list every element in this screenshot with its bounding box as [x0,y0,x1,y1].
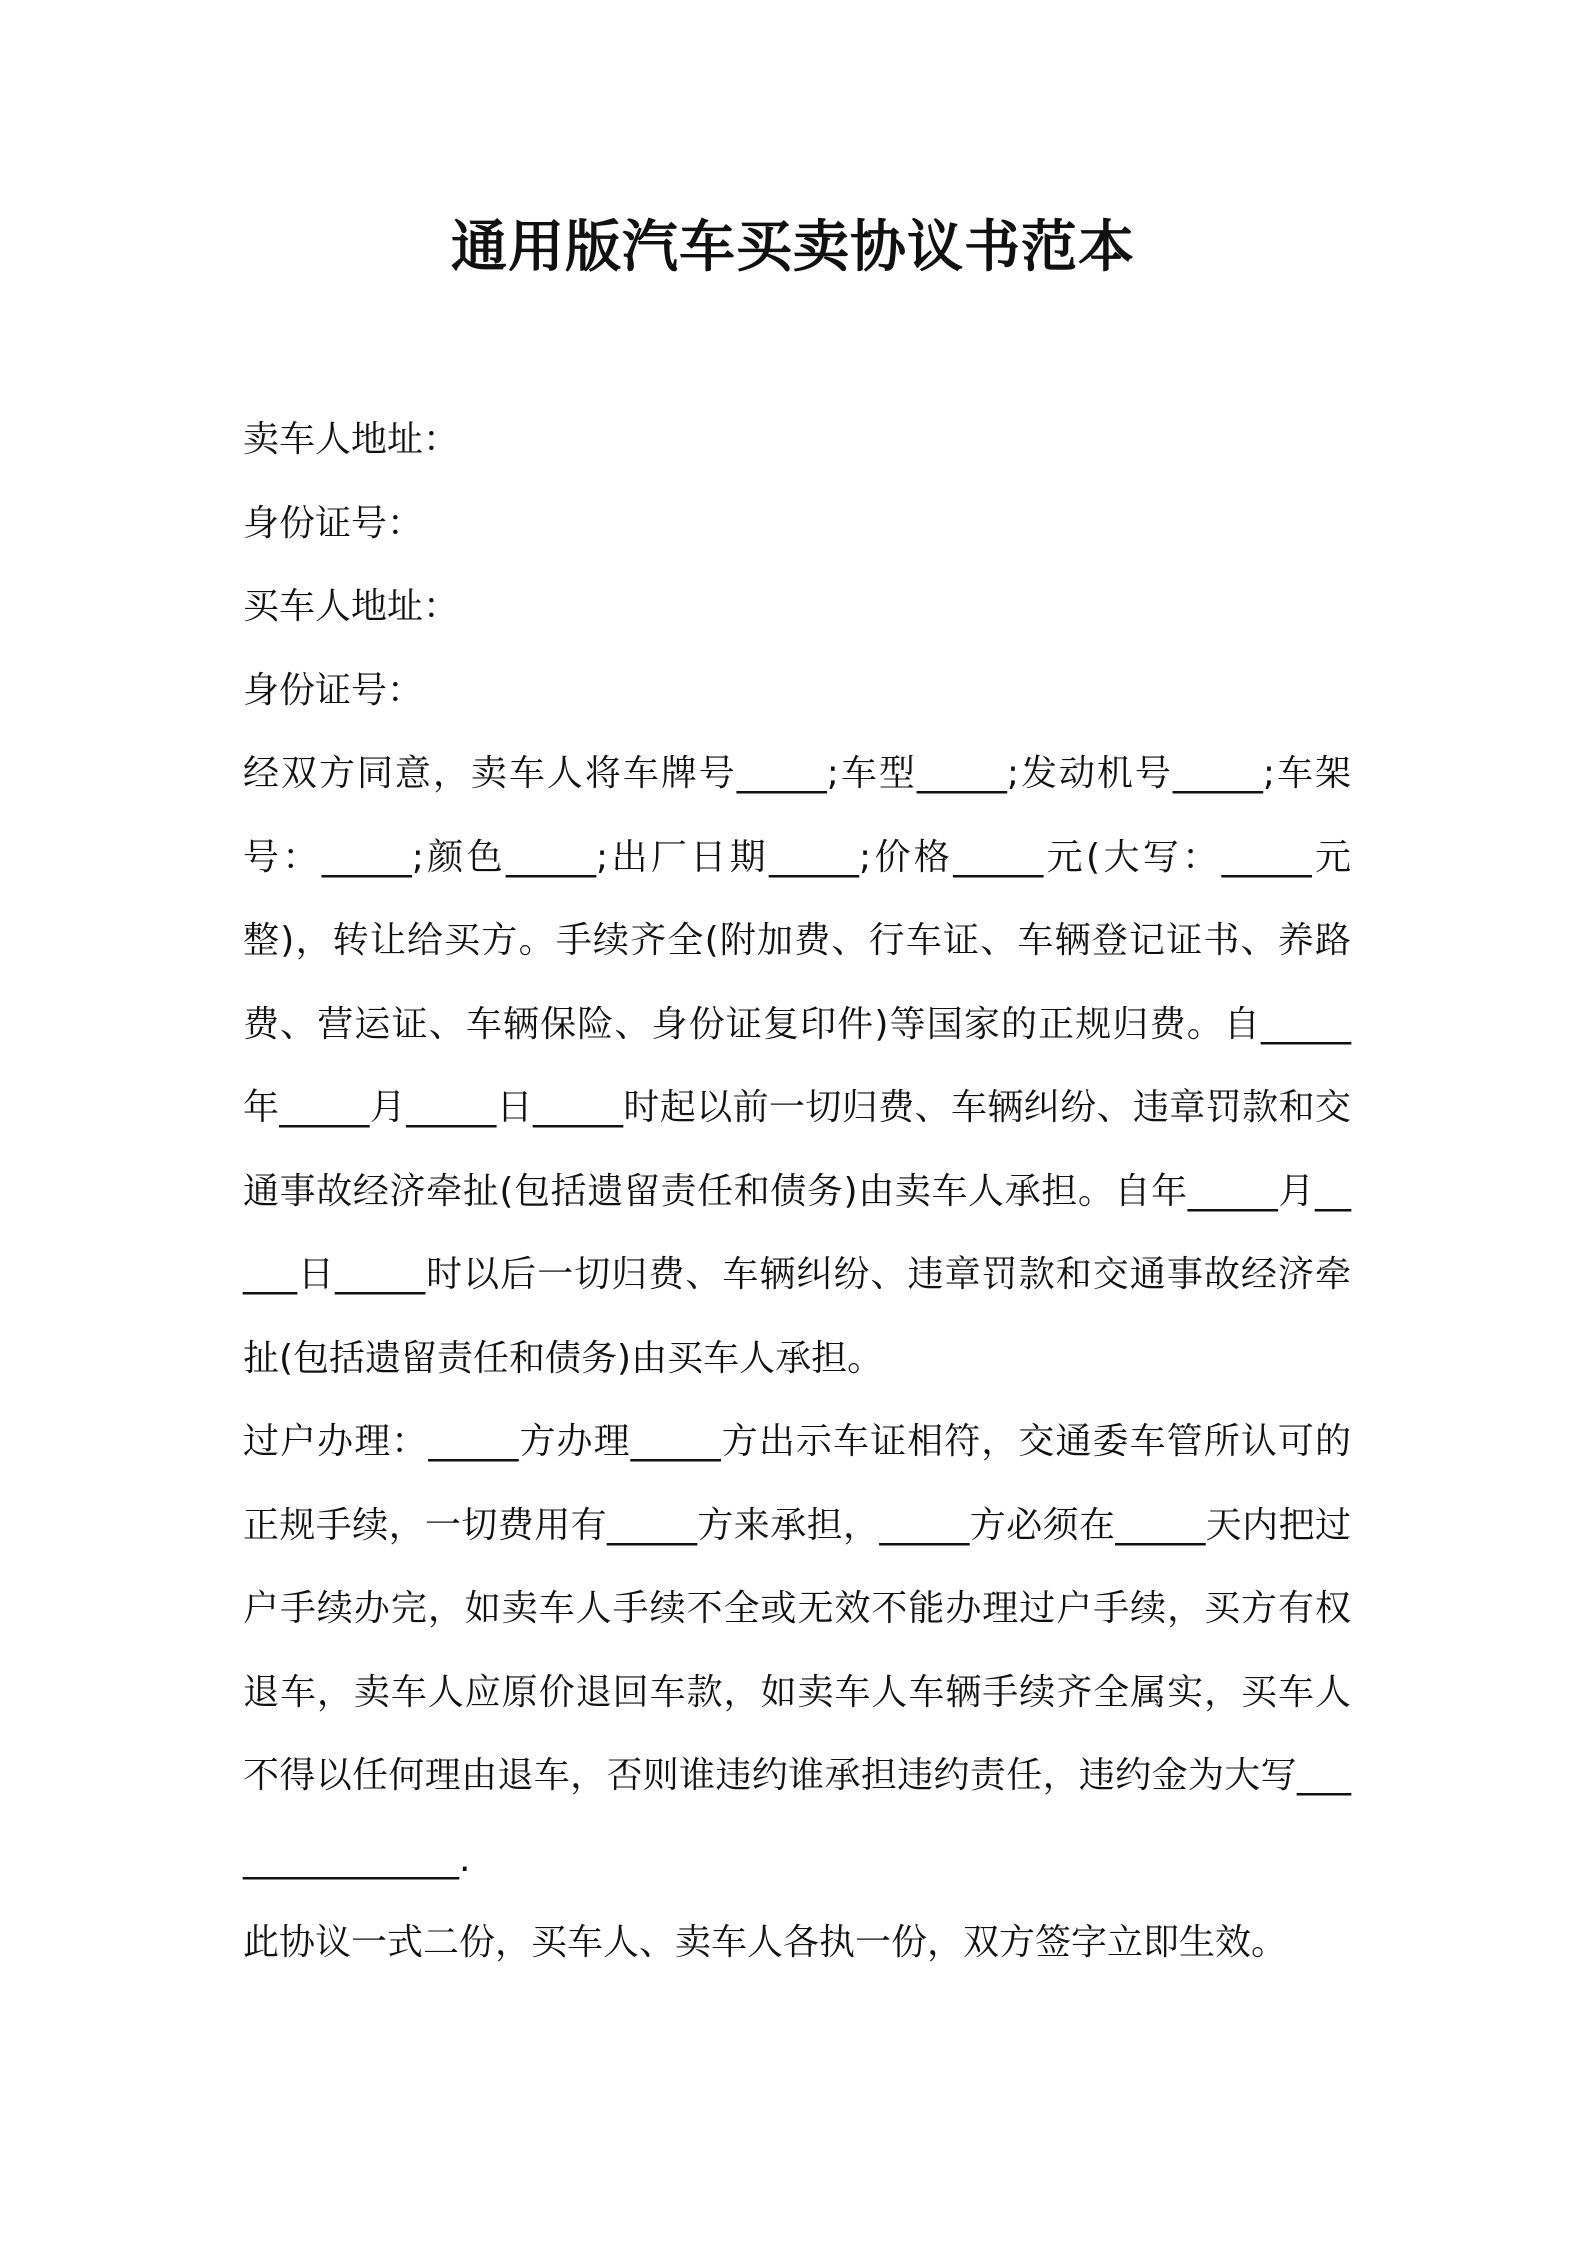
document-title: 通用版汽车买卖协议书范本 [451,215,1135,280]
vehicle-transfer-clause: 经双方同意，卖车人将车牌号_____;车型_____;发动机号_____;车架号：_____;颜色_____;出厂日期_____;价格_____元(大写：_____元整)，转让给买方。手续齐全(附加费、行车证、车辆登记证书、养路费、营运证、车辆保险、身份证复印件)等国家的正规归费。自_____年_____月_____日_____时起以前一切归费、车辆纠纷、违章罚款和交通事故经济牵扯(包括遗留责任和债务)由卖车人承担。自年_____月_____日_____时以后一切归费、车辆纠纷、违章罚款和交通事故经济牵扯(包括遗留责任和债务)由买车人承担。 [243,753,1351,1379]
seller-id-field: 身份证号： [243,502,424,544]
buyer-id-field: 身份证号： [243,669,424,711]
buyer-address-field: 买车人地址： [243,586,460,627]
seller-address-field: 卖车人地址： [243,419,460,460]
copies-clause: 此协议一式二份，买车人、卖车人各执一份，双方签字立即生效。 [243,1922,1288,1963]
document-body [243,398,1351,1985]
ownership-transfer-clause: 过户办理：_____方办理_____方出示车证相符，交通委车管所认可的正规手续，一切费用有_____方来承担，_____方必须在_____天内把过户手续办完，如卖车人手续不全或无效不能办理过户手续，买方有权退车，卖车人应原价退回车款，如卖车人车辆手续齐全属实，买车人不得以任何理由退车，否则谁违约谁承担违约责任，违约金为大写_______________. [243,1421,1351,1880]
